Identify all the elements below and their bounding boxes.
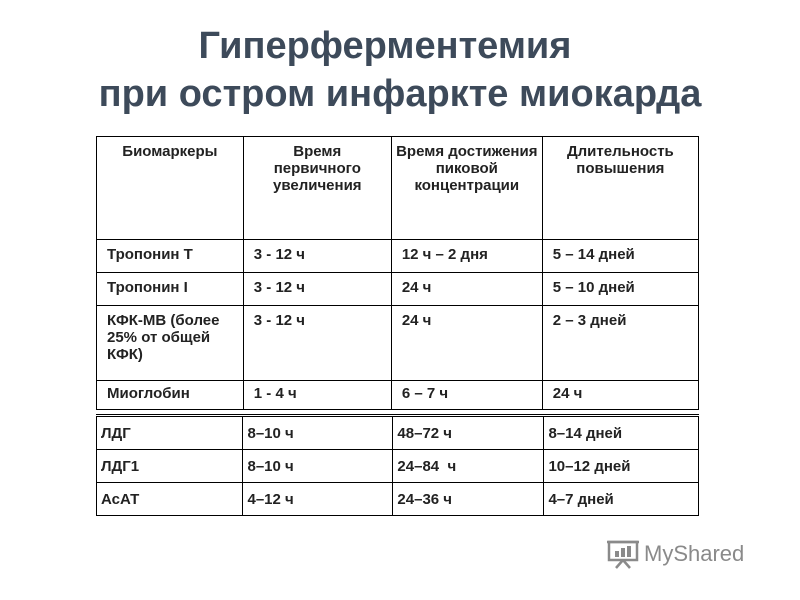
table-row [97,240,699,273]
header-initial-rise: Время первичного увеличения [243,137,391,240]
cell-marker: ЛДГ [97,416,243,450]
cell-duration: 4–7 дней [544,483,699,516]
cell-marker: Тропонин I [97,273,244,306]
cell-duration: 5 – 10 дней [542,273,698,306]
cell-rise: 8–10 ч [243,416,393,450]
cell-rise: 1 - 4 ч [243,381,391,410]
watermark[interactable] [606,538,744,570]
cell-rise: 8–10 ч [243,450,393,483]
header-duration: Длительность повышения [542,137,698,240]
presentation-board-icon [606,538,640,570]
biomarkers-table [96,136,699,410]
enzymes-table [96,414,699,516]
cell-marker: КФК-МВ (более 25% от общей КФК) [97,306,244,381]
table-row [97,381,699,410]
table-row [97,416,699,450]
header-biomarkers: Биомаркеры [97,137,244,240]
cell-peak: 48–72 ч [393,416,544,450]
title-line-2: при остром инфаркте миокарда [98,73,702,115]
cell-marker: Тропонин Т [97,240,244,273]
cell-peak: 24–36 ч [393,483,544,516]
cell-peak: 24 ч [391,273,542,306]
cell-duration: 5 – 14 дней [542,240,698,273]
cell-rise: 3 - 12 ч [243,273,391,306]
cell-rise: 4–12 ч [243,483,393,516]
slide-title [0,22,800,118]
cell-rise: 3 - 12 ч [243,240,391,273]
cell-peak: 24–84 ч [393,450,544,483]
table-header-row [97,137,699,240]
cell-duration: 24 ч [542,381,698,410]
cell-duration: 8–14 дней [544,416,699,450]
cell-marker: АсАТ [97,483,243,516]
table-row [97,273,699,306]
cell-marker: Миоглобин [97,381,244,410]
cell-rise: 3 - 12 ч [243,306,391,381]
watermark-text: MyShared [644,541,745,566]
table-row [97,483,699,516]
table-row [97,450,699,483]
cell-marker: ЛДГ1 [97,450,243,483]
cell-peak: 12 ч – 2 дня [391,240,542,273]
table-row [97,306,699,381]
cell-duration: 2 – 3 дней [542,306,698,381]
header-peak-time: Время достижения пиковой концентрации [391,137,542,240]
title-line-1: Гиперферментемия [198,25,572,67]
cell-duration: 10–12 дней [544,450,699,483]
cell-peak: 6 – 7 ч [391,381,542,410]
cell-peak: 24 ч [391,306,542,381]
